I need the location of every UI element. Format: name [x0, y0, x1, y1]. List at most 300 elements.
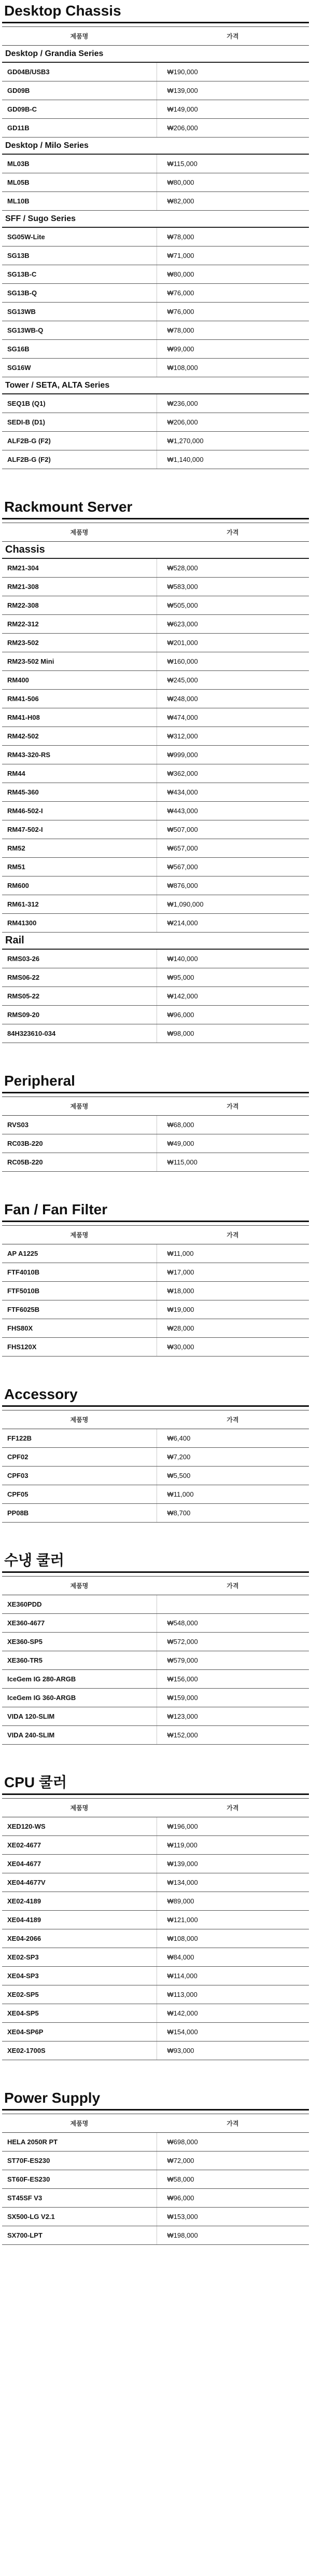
group-label: Chassis	[2, 542, 309, 559]
table-row	[2, 173, 309, 192]
product-price: ₩139,000	[157, 81, 309, 100]
price-table	[2, 523, 309, 1043]
table-row	[2, 119, 309, 138]
table-row	[2, 321, 309, 340]
product-price: ₩528,000	[157, 558, 309, 578]
category-section	[2, 1773, 309, 2060]
product-name: SG16B	[2, 340, 157, 359]
product-name: RM61-312	[2, 895, 157, 914]
table-row	[2, 62, 309, 81]
product-name: GD11B	[2, 119, 157, 138]
table-row	[2, 1504, 309, 1523]
product-name: RM51	[2, 858, 157, 876]
product-name: SG13B-Q	[2, 284, 157, 303]
table-row	[2, 192, 309, 211]
table-row	[2, 227, 309, 246]
table-row	[2, 876, 309, 895]
title-divider	[2, 1092, 309, 1093]
table-row	[2, 154, 309, 173]
product-name: 84H323610-034	[2, 1024, 157, 1043]
product-name: IceGem IG 360-ARGB	[2, 1689, 157, 1707]
table-row	[2, 746, 309, 764]
product-price: ₩876,000	[157, 876, 309, 895]
product-name: ML03B	[2, 154, 157, 173]
product-name: XED120-WS	[2, 1817, 157, 1836]
product-price: ₩96,000	[157, 2189, 309, 2208]
table-row	[2, 2208, 309, 2226]
table-row	[2, 359, 309, 377]
category-title: Rackmount Server	[4, 499, 133, 515]
product-price: ₩583,000	[157, 578, 309, 596]
table-row	[2, 2170, 309, 2189]
product-price: ₩30,000	[157, 1338, 309, 1356]
product-price: ₩71,000	[157, 246, 309, 265]
product-price: ₩121,000	[157, 1911, 309, 1929]
product-price: ₩84,000	[157, 1948, 309, 1967]
product-price: ₩623,000	[157, 615, 309, 634]
product-name: RM22-308	[2, 596, 157, 615]
product-name: PP08B	[2, 1504, 157, 1523]
product-name: RC05B-220	[2, 1153, 157, 1172]
product-price: ₩78,000	[157, 321, 309, 340]
product-price: ₩123,000	[157, 1707, 309, 1726]
product-name: XE02-4677	[2, 1836, 157, 1855]
product-price: ₩1,090,000	[157, 895, 309, 914]
product-price: ₩80,000	[157, 265, 309, 284]
product-name: XE04-SP6P	[2, 2023, 157, 2041]
table-row	[2, 1338, 309, 1356]
product-price: ₩134,000	[157, 1873, 309, 1892]
price-table	[2, 2114, 309, 2245]
price-table	[2, 1097, 309, 1172]
product-name: SX500-LG V2.1	[2, 2208, 157, 2226]
product-name: SEQ1B (Q1)	[2, 394, 157, 413]
product-price: ₩248,000	[157, 690, 309, 708]
product-price: ₩80,000	[157, 173, 309, 192]
product-name: XE360-SP5	[2, 1633, 157, 1651]
table-header-row	[2, 1410, 309, 1429]
table-row	[2, 949, 309, 968]
product-price: ₩7,200	[157, 1448, 309, 1467]
product-name: RM41-H08	[2, 708, 157, 727]
table-row	[2, 1134, 309, 1153]
product-name: AP A1225	[2, 1244, 157, 1263]
table-row	[2, 432, 309, 450]
table-row	[2, 1006, 309, 1024]
table-row	[2, 1244, 309, 1263]
product-name: ALF2B-G (F2)	[2, 432, 157, 450]
product-name: RM23-502	[2, 634, 157, 652]
table-row	[2, 578, 309, 596]
product-price: ₩206,000	[157, 413, 309, 432]
category-section	[2, 1551, 309, 1745]
product-name: ST60F-ES230	[2, 2170, 157, 2189]
product-price: ₩76,000	[157, 284, 309, 303]
product-price: ₩206,000	[157, 119, 309, 138]
product-name: RC03B-220	[2, 1134, 157, 1153]
price-table	[2, 1576, 309, 1745]
product-name: SG05W-Lite	[2, 227, 157, 246]
table-row	[2, 1595, 309, 1614]
category-title: Fan / Fan Filter	[4, 1201, 108, 1217]
table-row	[2, 450, 309, 469]
product-price: ₩8,700	[157, 1504, 309, 1523]
table-row	[2, 1967, 309, 1985]
column-header-price: 가격	[157, 1799, 309, 1817]
table-row	[2, 1726, 309, 1745]
price-table	[2, 1225, 309, 1356]
table-row	[2, 1873, 309, 1892]
product-name: FTF4010B	[2, 1263, 157, 1282]
product-name: SG13B	[2, 246, 157, 265]
group-header-row	[2, 377, 309, 394]
product-price: ₩98,000	[157, 1024, 309, 1043]
column-header-name: 제품명	[2, 1799, 157, 1817]
column-header-name: 제품명	[2, 1097, 157, 1116]
product-price: ₩201,000	[157, 634, 309, 652]
table-row	[2, 284, 309, 303]
product-price: ₩1,270,000	[157, 432, 309, 450]
product-name: SG16W	[2, 359, 157, 377]
product-name: RM45-360	[2, 783, 157, 802]
product-price: ₩68,000	[157, 1116, 309, 1134]
category-section	[2, 497, 309, 1043]
category-title: 수냉 쿨러	[4, 1552, 64, 1568]
product-name: FHS80X	[2, 1319, 157, 1338]
product-price: ₩119,000	[157, 1836, 309, 1855]
product-price: ₩19,000	[157, 1300, 309, 1319]
table-row	[2, 1911, 309, 1929]
product-price: ₩434,000	[157, 783, 309, 802]
table-row	[2, 1300, 309, 1319]
product-name: RM47-502-I	[2, 820, 157, 839]
table-row	[2, 1892, 309, 1911]
product-name: RMS09-20	[2, 1006, 157, 1024]
product-name: FHS120X	[2, 1338, 157, 1356]
column-header-price: 가격	[157, 1577, 309, 1595]
product-name: RM43-320-RS	[2, 746, 157, 764]
table-header-row	[2, 27, 309, 46]
category-title: Accessory	[4, 1386, 78, 1402]
product-name: RMS05-22	[2, 987, 157, 1006]
product-name: XE360-4677	[2, 1614, 157, 1633]
category-section	[2, 1200, 309, 1356]
column-header-price: 가격	[157, 1410, 309, 1429]
table-row	[2, 1985, 309, 2004]
product-price: ₩579,000	[157, 1651, 309, 1670]
table-row	[2, 596, 309, 615]
table-row	[2, 895, 309, 914]
table-row	[2, 1024, 309, 1043]
product-price: ₩78,000	[157, 227, 309, 246]
product-name: XE02-4189	[2, 1892, 157, 1911]
column-header-price: 가격	[157, 1226, 309, 1244]
product-name: RM41-506	[2, 690, 157, 708]
product-price: ₩18,000	[157, 1282, 309, 1300]
product-price: ₩58,000	[157, 2170, 309, 2189]
table-row	[2, 1429, 309, 1448]
table-row	[2, 1319, 309, 1338]
table-row	[2, 265, 309, 284]
product-name: XE360-TR5	[2, 1651, 157, 1670]
product-name: ALF2B-G (F2)	[2, 450, 157, 469]
group-header-row	[2, 211, 309, 228]
category-section	[2, 1385, 309, 1523]
product-price	[157, 1595, 309, 1614]
product-name: ST70F-ES230	[2, 2152, 157, 2170]
table-row	[2, 340, 309, 359]
product-price: ₩115,000	[157, 154, 309, 173]
product-price: ₩159,000	[157, 1689, 309, 1707]
table-row	[2, 1855, 309, 1873]
product-name: SG13WB	[2, 303, 157, 321]
column-header-price: 가격	[157, 2114, 309, 2133]
product-price: ₩657,000	[157, 839, 309, 858]
group-label: Rail	[2, 933, 309, 950]
product-name: RM22-312	[2, 615, 157, 634]
product-name: CPF05	[2, 1485, 157, 1504]
table-row	[2, 820, 309, 839]
product-name: RM400	[2, 671, 157, 690]
product-name: FTF6025B	[2, 1300, 157, 1319]
table-header-row	[2, 1226, 309, 1244]
product-price: ₩567,000	[157, 858, 309, 876]
product-price: ₩196,000	[157, 1817, 309, 1836]
table-row	[2, 1670, 309, 1689]
product-name: SEDI-B (D1)	[2, 413, 157, 432]
product-price: ₩245,000	[157, 671, 309, 690]
column-header-name: 제품명	[2, 1577, 157, 1595]
product-price: ₩17,000	[157, 1263, 309, 1282]
group-header-row	[2, 933, 309, 950]
product-price: ₩93,000	[157, 2041, 309, 2060]
table-row	[2, 2133, 309, 2152]
product-name: CPF03	[2, 1467, 157, 1485]
product-price: ₩153,000	[157, 2208, 309, 2226]
product-name: XE04-4189	[2, 1911, 157, 1929]
product-name: ST45SF V3	[2, 2189, 157, 2208]
column-header-price: 가격	[157, 1097, 309, 1116]
table-row	[2, 246, 309, 265]
table-row	[2, 1948, 309, 1967]
table-row	[2, 1707, 309, 1726]
product-name: RMS03-26	[2, 949, 157, 968]
title-divider	[2, 1405, 309, 1407]
product-name: GD09B	[2, 81, 157, 100]
table-row	[2, 1263, 309, 1282]
product-price: ₩49,000	[157, 1134, 309, 1153]
price-table	[2, 26, 309, 469]
table-row	[2, 394, 309, 413]
product-price: ₩11,000	[157, 1244, 309, 1263]
table-row	[2, 615, 309, 634]
table-row	[2, 1929, 309, 1948]
product-name: SG13B-C	[2, 265, 157, 284]
product-name: FTF5010B	[2, 1282, 157, 1300]
product-name: ML05B	[2, 173, 157, 192]
table-row	[2, 1836, 309, 1855]
title-divider	[2, 2109, 309, 2111]
product-price: ₩156,000	[157, 1670, 309, 1689]
table-row	[2, 802, 309, 820]
product-price: ₩152,000	[157, 1726, 309, 1745]
table-row	[2, 914, 309, 933]
table-row	[2, 987, 309, 1006]
product-price: ₩160,000	[157, 652, 309, 671]
table-header-row	[2, 1577, 309, 1595]
product-name: FF122B	[2, 1429, 157, 1448]
product-price: ₩154,000	[157, 2023, 309, 2041]
group-label: Tower / SETA, ALTA Series	[2, 377, 309, 394]
category-title: Peripheral	[4, 1073, 75, 1089]
product-name: RM41300	[2, 914, 157, 933]
column-header-name: 제품명	[2, 2114, 157, 2133]
product-price: ₩142,000	[157, 2004, 309, 2023]
product-price: ₩999,000	[157, 746, 309, 764]
category-title: Desktop Chassis	[4, 3, 121, 19]
table-row	[2, 727, 309, 746]
table-row	[2, 708, 309, 727]
table-row	[2, 968, 309, 987]
product-name: RM21-308	[2, 578, 157, 596]
product-name: XE04-2066	[2, 1929, 157, 1948]
product-price: ₩572,000	[157, 1633, 309, 1651]
column-header-name: 제품명	[2, 1226, 157, 1244]
product-name: IceGem IG 280-ARGB	[2, 1670, 157, 1689]
title-divider	[2, 1571, 309, 1573]
group-header-row	[2, 138, 309, 155]
product-price: ₩236,000	[157, 394, 309, 413]
group-header-row	[2, 542, 309, 559]
product-price: ₩548,000	[157, 1614, 309, 1633]
product-price: ₩11,000	[157, 1485, 309, 1504]
table-row	[2, 1651, 309, 1670]
product-price: ₩142,000	[157, 987, 309, 1006]
product-price: ₩443,000	[157, 802, 309, 820]
table-row	[2, 2041, 309, 2060]
product-name: XE04-SP3	[2, 1967, 157, 1985]
table-row	[2, 2023, 309, 2041]
group-label: SFF / Sugo Series	[2, 211, 309, 228]
product-price: ₩139,000	[157, 1855, 309, 1873]
table-row	[2, 1467, 309, 1485]
table-header-row	[2, 1799, 309, 1817]
table-row	[2, 1448, 309, 1467]
product-name: RMS06-22	[2, 968, 157, 987]
product-price: ₩108,000	[157, 1929, 309, 1948]
product-name: RVS03	[2, 1116, 157, 1134]
table-row	[2, 858, 309, 876]
product-name: XE02-SP3	[2, 1948, 157, 1967]
table-row	[2, 1153, 309, 1172]
product-name: HELA 2050R PT	[2, 2133, 157, 2152]
category-title: CPU 쿨러	[4, 1774, 67, 1790]
table-header-row	[2, 2114, 309, 2133]
category-section	[2, 2088, 309, 2245]
category-section	[2, 1, 309, 469]
product-name: SG13WB-Q	[2, 321, 157, 340]
group-label: Desktop / Milo Series	[2, 138, 309, 155]
table-row	[2, 2189, 309, 2208]
product-name: XE04-4677V	[2, 1873, 157, 1892]
table-row	[2, 1116, 309, 1134]
product-price: ₩214,000	[157, 914, 309, 933]
product-name: XE02-SP5	[2, 1985, 157, 2004]
product-price: ₩5,500	[157, 1467, 309, 1485]
product-price: ₩190,000	[157, 62, 309, 81]
product-price: ₩108,000	[157, 359, 309, 377]
table-header-row	[2, 1097, 309, 1116]
table-row	[2, 839, 309, 858]
table-row	[2, 634, 309, 652]
product-price: ₩6,400	[157, 1429, 309, 1448]
category-title: Power Supply	[4, 2090, 101, 2106]
product-price: ₩140,000	[157, 949, 309, 968]
product-name: VIDA 120-SLIM	[2, 1707, 157, 1726]
product-price: ₩312,000	[157, 727, 309, 746]
product-name: CPF02	[2, 1448, 157, 1467]
product-name: XE04-SP5	[2, 2004, 157, 2023]
table-row	[2, 1485, 309, 1504]
product-price: ₩82,000	[157, 192, 309, 211]
table-row	[2, 783, 309, 802]
table-row	[2, 558, 309, 578]
table-row	[2, 1282, 309, 1300]
product-name: VIDA 240-SLIM	[2, 1726, 157, 1745]
product-name: ML10B	[2, 192, 157, 211]
product-price: ₩507,000	[157, 820, 309, 839]
table-row	[2, 81, 309, 100]
product-name: RM52	[2, 839, 157, 858]
price-table	[2, 1410, 309, 1523]
table-row	[2, 1689, 309, 1707]
table-header-row	[2, 523, 309, 542]
product-price: ₩72,000	[157, 2152, 309, 2170]
group-header-row	[2, 46, 309, 63]
product-price: ₩115,000	[157, 1153, 309, 1172]
table-row	[2, 690, 309, 708]
product-price: ₩198,000	[157, 2226, 309, 2245]
product-name: RM46-502-I	[2, 802, 157, 820]
table-row	[2, 1614, 309, 1633]
product-price: ₩95,000	[157, 968, 309, 987]
column-header-price: 가격	[157, 27, 309, 46]
product-name: RM44	[2, 764, 157, 783]
table-row	[2, 2004, 309, 2023]
product-price: ₩474,000	[157, 708, 309, 727]
table-row	[2, 1633, 309, 1651]
product-name: XE02-1700S	[2, 2041, 157, 2060]
product-price: ₩99,000	[157, 340, 309, 359]
title-divider	[2, 22, 309, 23]
product-name: RM21-304	[2, 558, 157, 578]
title-divider	[2, 1221, 309, 1222]
table-row	[2, 2226, 309, 2245]
product-name: GD09B-C	[2, 100, 157, 119]
table-row	[2, 1817, 309, 1836]
table-row	[2, 303, 309, 321]
product-price: ₩149,000	[157, 100, 309, 119]
title-divider	[2, 518, 309, 519]
title-divider	[2, 1793, 309, 1795]
table-row	[2, 652, 309, 671]
product-name: SX700-LPT	[2, 2226, 157, 2245]
product-price: ₩28,000	[157, 1319, 309, 1338]
product-price: ₩113,000	[157, 1985, 309, 2004]
category-section	[2, 1071, 309, 1172]
product-name: GD04B/USB3	[2, 62, 157, 81]
product-price: ₩362,000	[157, 764, 309, 783]
